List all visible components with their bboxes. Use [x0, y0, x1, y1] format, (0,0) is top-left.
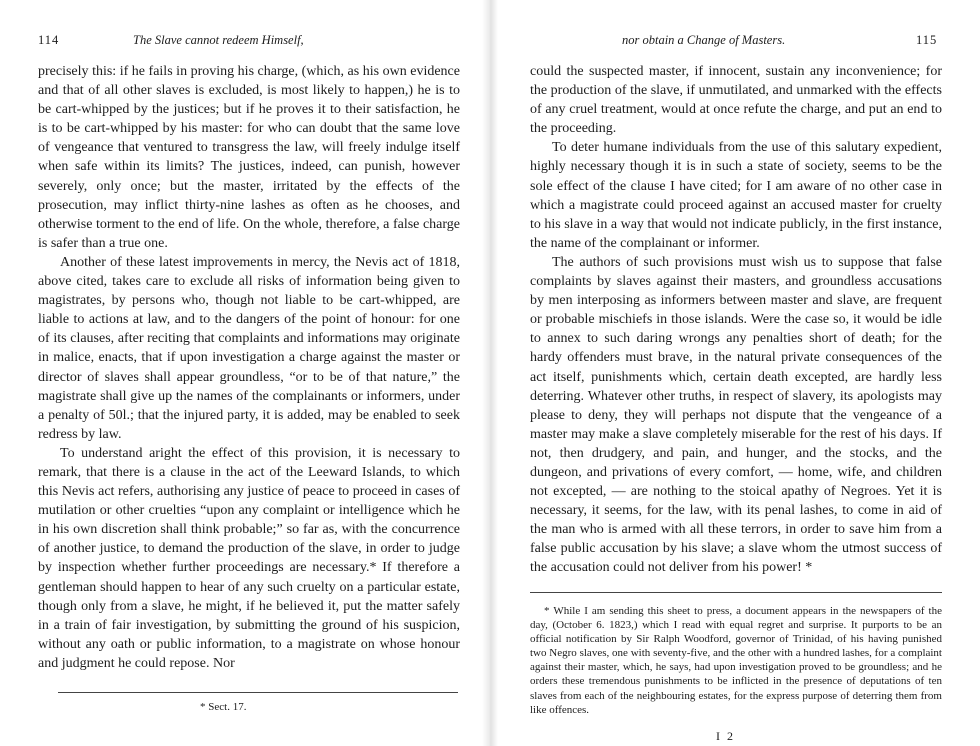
page-number: 114: [38, 33, 60, 47]
signature-mark: I 2: [716, 729, 735, 743]
paragraph: The authors of such provisions must wish us to suppose that false complaints by slaves against their masters, and groundless accusations by men interposing as informers between master and slave, are frequent or probable mischiefs in those islands. Were the case so, it would be idle to annex to such daring wrongs any penalties short of death; for the hardy offenders must brave, in the natural private consequences of the act itself, punishments which, certain death excepted, are hardly less deterring. Whatever other truths, in respect of slavery, its apologists may please to deny, they will perhaps not dispute that the vengeance of a master may make a slave completely miserable for the rest of his days. If not, then drudgery, and pain, and hunger, and the stocks, and the dungeon, and privations of every comfort, — home, wife, and children not excepted, — are nothing to the stoical apathy of Negroes. Yet it is necessary, it seems, for the law, with its penal lashes, to come in aid of the man who is armed with all these terrors, in order to save him from a false public accusation by his slave; a slave whom the utmost success of the accusation could not deliver from his power! *: [530, 254, 942, 576]
running-head: nor obtain a Change of Masters.: [622, 33, 786, 47]
footnote-text: * While I am sending this sheet to press, a document appears in the newspapers of the day, (October 6. 1823,) which I read with equal regret and surprise. It purports to be an official notification by Sir Ralph Woodford, governor of Trinidad, of his having punished two Negro slaves, one with seventy-five, and the other with a hundred lashes, for a complaint against their master, which, he says, had upon investigation proved to be groundless; and he orders these tremendous punishments to be inflicted in the presence of deputations of ten slaves from each of the neighbouring estates, for the express purpose of deterring them from like offences.: [530, 605, 942, 716]
footnote: [530, 604, 942, 717]
paragraph: could the suspected master, if innocent, sustain any inconvenience; for the production of the slave, if unmutilated, and unmarked with the effects of any cruel treatment, would at once refute the charge, and put an end to the proceeding.: [530, 64, 942, 137]
footnote-rule: [530, 592, 942, 593]
book-gutter: [482, 0, 498, 746]
paragraph: precisely this: if he fails in proving his charge, (which, as his own evidence and that of all other slaves is excluded, is most likely to happen,) he is to be cart-whipped by the justices; but if he proves it to their satisfaction, he is to be cart-whipped by his master: for who can doubt that the same love of vengeance that ventured to transgress the law, will freely indulge itself when safe within its limits? The justices, indeed, can punish, however severely, only once; but the master, irritated by the effects of the prosecution, may inflict thirty-nine lashes as often as he chooses, and otherwise torment to the end of life. On the whole, therefore, a false charge is safer than a true one.: [38, 64, 460, 251]
running-head: The Slave cannot redeem Himself,: [133, 33, 304, 47]
paragraph: To deter humane individuals from the use of this salutary expedient, highly necessary though it is in such a state of society, seems to be the sole effect of the clause I have cited; for I am aware of no other case in which a magistrate could proceed against an accused master for cruelty to his slave in a way that would not indicate publicly, in the first instance, the name of the complainant or informer.: [530, 140, 943, 251]
footnote: * Sect. 17.: [200, 701, 247, 713]
paragraph: To understand aright the effect of this provision, it is necessary to remark, that there is a clause in the act of the Leeward Islands, to which this Nevis act refers, authorising any justice of peace to proceed in cases of mutilation or other cruelties “upon any complaint or intelligence which he in his own discretion shall think probable;” so far as, with the concurrence of another justice, to demand the production of the slave, in order to judge by inspection whether further proceedings are necessary.* If therefore a gentleman should happen to hear of any such cruelty on a particular estate, though only from a slave, he might, if he believed it, put the matter safely in a train of fair investigation, by submitting the ground of his suspicion, without any oath or public information, to a magistrate on whose honour and judgment he could repose. Nor: [38, 445, 460, 671]
page-body: [38, 62, 460, 673]
footnote-rule: [58, 692, 458, 693]
page-body: [530, 62, 942, 578]
page-number: 115: [916, 33, 938, 47]
right-page: [500, 0, 980, 746]
left-page: [0, 0, 480, 746]
paragraph: Another of these latest improvements in mercy, the Nevis act of 1818, above cited, takes care to exclude all risks of information being given to magistrates, by persons who, though not liable to be cart-whipped, are liable to actions at law, and to the dangers of the point of honour: for one of its clauses, after reciting that complaints and informations may originate in malice, enacts, that if upon investigation a charge against the master or director of slaves shall appear groundless, “or to be of that nature,” the magistrate shall give up the names of the complainants or informers, under a penalty of 50l.; that the injured party, it is added, may be enabled to seek redress by law.: [38, 254, 460, 442]
